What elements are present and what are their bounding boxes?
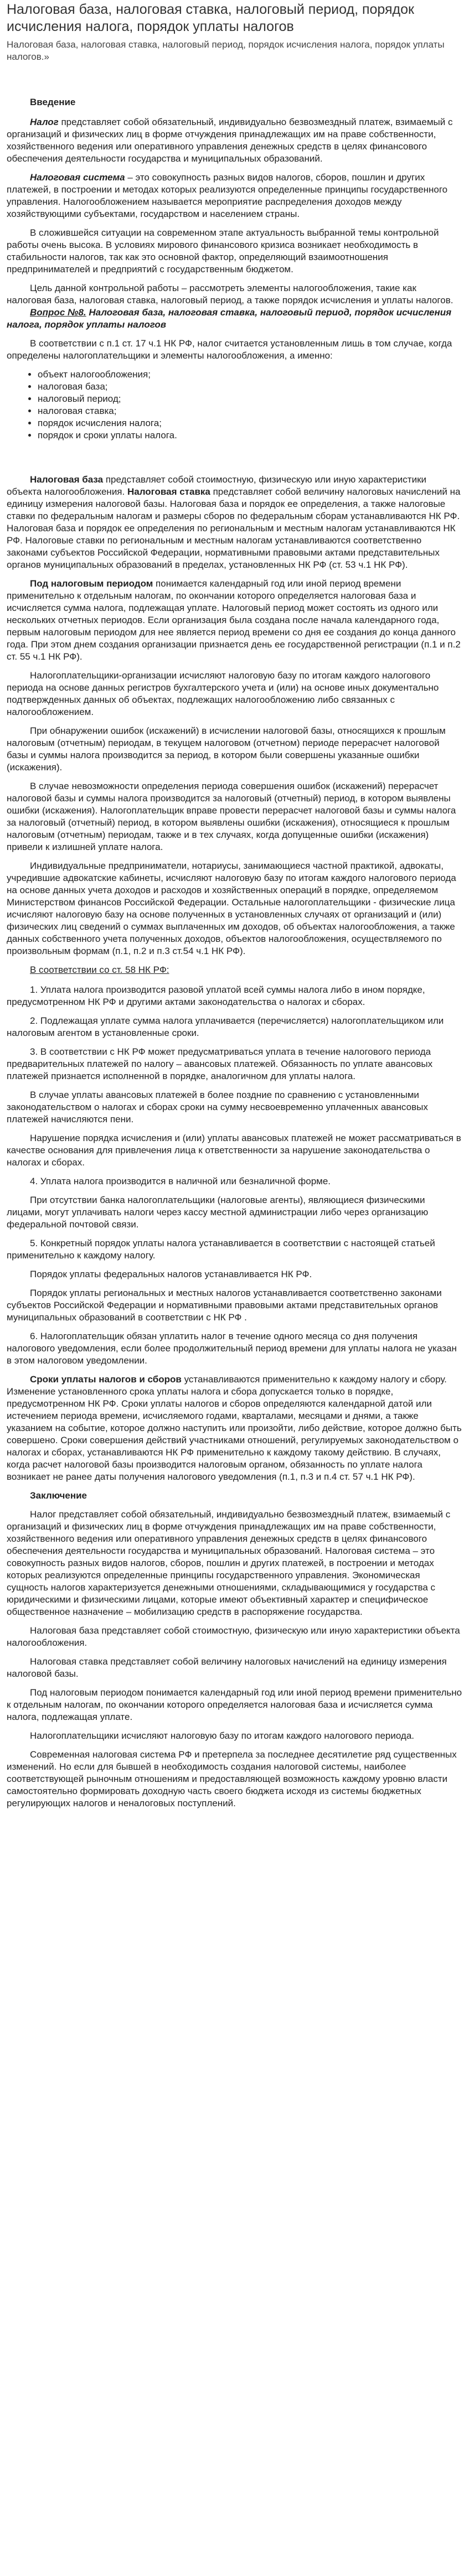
article-58-item: При отсутствии банка налогоплательщики (налоговые агенты), являющиеся физическими лицами, могут уплачивать налоги через кассу местной администрации либо через организацию федеральной почтовой связи. [7,1195,429,1230]
payment-terms-paragraph [7,1373,462,1483]
tax-base-text: представляет собой стоимостную, физическую или иную характеристики объекта налогообложения. [7,474,427,497]
conclusion-paragraph: Налог представляет собой обязательный, индивидуально безвозмездный платеж, взимаемый с организаций и физических лиц в форме отчуждения принадлежащих им на праве собственности, хозяйственного ведения или оперативного управления денежных средств в целях финансового обеспечения деятельности государства и муниципальных образований. Налоговая система – это совокупность разных видов налогов, сборов, пошлин и других платежей, в построении и методах которых реализуются определенные принципы государственного управления. Экономическая сущность налогов характеризуется денежными отношениями, складывающимися у государства с юридическими и физическими лицами, которые имеют объективный характер и специфическое общественное назначение – мобилизацию средств в распоряжение государства. [7,1509,451,1617]
article-58-item: 3. В соответствии с НК РФ может предусматриваться уплата в течение налогового периода предварительных платежей по налогу – авансовых платежей. Обязанность по уплате авансовых платежей признается исполненной в порядке, аналогичном для уплаты налога. [7,1046,433,1081]
intro-paragraph-tax-text: представляет собой обязательный, индивидуально безвозмездный платеж, взимаемый с организаций и физических лиц в форме отчуждения принадлежащих им на праве собственности, хозяйственного ведения или оперативного управления денежных средств в целях финансового обеспечения деятельности государства и муниципальных образований. [7,117,453,164]
paragraph-entrepreneurs: Индивидуальные предприниматели, нотариусы, занимающиеся частной практикой, адвокаты, учредившие адвокатские кабинеты, исчисляют налоговую базу по итогам каждого налогового периода на основе данных учета доходов и расходов и хозяйственных операций в порядке, определяемом Министерством финансов Российской Федерации. Остальные налогоплательщики - физические лица исчисляют налоговую базу на основе полученных в установленных случаях от организаций и (или) физических лиц сведений о суммах выплаченных им доходов, об объектах налогообложения, а также данных собственного учета полученных доходов, объектов налогообложения, осуществляемого по произвольным формам (п.1, п.2 и п.3 ст.54 ч.1 НК РФ). [7,861,456,956]
conclusion-paragraph: Современная налоговая система РФ и претерпела за последнее десятилетие ряд существенных изменений. Но если для бывшей в необходимость создания налоговой системы, наиболее соответствующей рыночным отношениям и предоставляющей возможность каждому уровню власти самостоятельно формировать доходную часть своего бюджета исходя из системы бюджетных регулирующих налогов и неналоговых поступлений. [7,1749,457,1808]
article-58-item: Нарушение порядка исчисления и (или) уплаты авансовых платежей не может рассматриваться в качестве основания для привлечения лица к ответственности за нарушение законодательства о налогах и сборах. [7,1133,461,1168]
term-tax-system: Налоговая система [30,172,125,183]
article-58-item: 2. Подлежащая уплате сумма налога уплачивается (перечисляется) налогоплательщиком или налоговым агентом в установленные сроки. [7,1015,444,1038]
intro-paragraph-system-text: – это совокупность разных видов налогов, сборов, пошлин и других платежей, в построении и методах которых реализуются определенные принципы государственного управления. Налогообложением называется мероприятие распределения доходов между хозяйствующими субъектами, государством и населением страны. [7,172,448,219]
list-item: • порядок исчисления налога; [38,417,462,429]
article-58-item: 6. Налогоплательщик обязан уплатить налог в течение одного месяца со дня получения налогового уведомления, если более продолжительный период времени для уплаты налога не указан в этом налоговом уведомлении. [7,1331,457,1366]
list-item: • порядок и сроки уплаты налога. [38,429,462,442]
article-58-item: 4. Уплата налога производится в наличной или безналичной форме. [30,1176,331,1186]
paragraph-organizations: Налогоплательщики-организации исчисляют налоговую базу по итогам каждого налогового периода на основе данных регистров бухгалтерского учета и (или) на основе иных документально подтвержденных данных об объектах, подлежащих налогообложению либо связанных с налогообложением. [7,670,439,717]
list-item: • объект налогообложения; [38,369,462,381]
intro-heading: Введение [30,97,76,107]
question-text: Налоговая база, налоговая ставка, налоговый период, порядок исчисления налога, порядок уплаты налогов [7,307,452,330]
article-58-item: Порядок уплаты федеральных налогов устанавливается НК РФ. [30,1269,312,1279]
elements-intro: В соответствии с п.1 ст. 17 ч.1 НК РФ, налог считается установленным лишь в том случае, когда определены налогоплательщики и элементы налогообложения, а именно: [7,338,452,361]
intro-paragraph-relevance: В сложившейся ситуации на современном этапе актуальность выбранной темы контрольной работы очень высока. В условиях мирового финансового кризиса возникает необходимость в стабильности налогов, так как это основной фактор, определяющий взаимоотношения предпринимателей и предприятий с государственным бюджетом. [7,227,439,274]
tax-rate-text: представляет собой величину налоговых начислений на единицу измерения налоговой базы. Налоговая база и порядок ее определения, а также налоговые ставки по федеральным налогам и размеры сборов по федеральным сборам устанавливаются НК РФ. Налоговая база и порядок ее определения по региональным и местным налогам устанавливаются НК РФ. Налоговые ставки по региональным и местным налогам устанавливаются соответственно законами субъектов Российской Федерации, нормативными правовыми актами представительных органов муниципальных образований в пределах, установленных НК РФ (ст. 53 ч.1 НК РФ). [7,486,461,570]
paragraph-recalculation: В случае невозможности определения периода совершения ошибок (искажений) перерасчет налоговой базы и суммы налога производится за налоговый (отчетный) период, в котором выявлены ошибки (искажения). Налогоплательщик вправе провести перерасчет налоговой базы и суммы налога за налоговый (отчетный) период, в котором выявлены ошибки (искажения), относящиеся к прошлым налоговым (отчетным) периодам, также и в тех случаях, когда допущенные ошибки (искажения) привели к излишней уплате налога. [7,781,456,852]
conclusion-paragraph: Под налоговым периодом понимается календарный год или иной период времени применительно к отдельным налогам, по окончании которого определяется налоговая база и исчисляется сумма налога, подлежащая уплате. [7,1687,462,1722]
article-58-item: В случае уплаты авансовых платежей в более поздние по сравнению с установленными законодательством о налогах и сборах сроки на сумму несвоевременно уплаченных авансовых платежей начисляются пени. [7,1090,428,1124]
paragraph-errors: При обнаружении ошибок (искажений) в исчислении налоговой базы, относящихся к прошлым налоговым (отчетным) периодам, в текущем налоговом (отчетном) периоде перерасчет налоговой базы и суммы налога производится за период, в котором были совершены указанные ошибки (искажения). [7,725,446,773]
intro-paragraph-system [7,172,462,220]
list-item: • налоговая база; [38,381,462,393]
article-58-item: 5. Конкретный порядок уплаты налога устанавливается в соответствии с настоящей статьей применительно к каждому налогу. [7,1238,435,1261]
document-body [7,96,462,1810]
article-58-lead-text: В соответствии со ст. 58 НК РФ: [30,965,169,975]
term-tax-base: Налоговая база [30,474,104,485]
question-heading [7,307,462,331]
tax-period-paragraph [7,578,462,663]
term-payment-terms: Сроки уплаты налогов и сборов [30,1374,182,1385]
tax-period-text: понимается календарный год или иной период времени применительно к отдельным налогам, по окончании которого определяется налоговая база и исчисляется сумма налога, подлежащая уплате. Налоговый период может состоять из одного или нескольких отчетных периодов. Если организация была создана после начала календарного года, первым налоговым периодом для нее является период времени со дня ее создания до конца данного года. При этом днем создания организации признается день ее государственной регистрации (п.1 и п.2 ст. 55 ч.1 НК РФ). [7,578,461,662]
term-tax-period: Под налоговым периодом [30,578,153,589]
tax-base-paragraph [7,474,462,571]
page-title: Налоговая база, налоговая ставка, налоговый период, порядок исчисления налога, порядок уплаты налогов [7,2,414,34]
conclusion-heading: Заключение [30,1490,87,1501]
conclusion-paragraph: Налоговая ставка представляет собой величину налоговых начислений на единицу измерения налоговой базы. [7,1656,447,1679]
article-58-lead [7,964,462,976]
list-item: • налоговая ставка; [38,405,462,417]
page-subtitle: Налоговая база, налоговая ставка, налоговый период, порядок исчисления налога, порядок уплаты налогов.» [7,39,445,62]
term-tax: Налог [30,117,59,127]
elements-list [7,369,462,442]
term-tax-rate: Налоговая ставка [127,486,210,497]
list-item: • налоговый период; [38,393,462,405]
conclusion-paragraph: Налоговая база представляет собой стоимостную, физическую или иную характеристики объекта налогообложения. [7,1625,460,1648]
article-58-item: 1. Уплата налога производится разовой уплатой всей суммы налога либо в ином порядке, предусмотренном НК РФ и другими актами законодательства о налогах и сборах. [7,984,425,1007]
question-label: Вопрос №8. [30,307,86,318]
article-58-item: Порядок уплаты региональных и местных налогов устанавливается соответственно законами субъектов Российской Федерации и нормативными правовыми актами представительных органов муниципальных образований в соответствии с НК РФ . [7,1288,442,1323]
intro-paragraph-tax [7,116,462,165]
intro-paragraph-goal: Цель данной контрольной работы – рассмотреть элементы налогообложения, такие как налоговая база, налоговая ставка, налоговый период, а также порядок исчисления и уплаты налогов. [7,283,453,305]
conclusion-paragraph: Налогоплательщики исчисляют налоговую базу по итогам каждого налогового периода. [30,1730,415,1741]
payment-terms-text: устанавливаются применительно к каждому налогу и сбору. Изменение установленного срока уплаты налога и сбора допускается только в порядке, предусмотренном НК РФ. Сроки уплаты налогов и сборов определяются календарной датой или истечением периода времени, исчисляемого годами, кварталами, месяцами и днями, а также указанием на событие, которое должно наступить или произойти, либо действие, которое должно быть совершено. Сроки совершения действий участниками отношений, регулируемых законодательством о налогах и сборах, устанавливаются НК РФ применительно к каждому такому действию. В случаях, когда расчет налоговой базы производится налоговым органом, обязанность по уплате налога возникает не ранее даты получения налогового уведомления (п.1, п.3 и п.4 ст. 57 ч.1 НК РФ). [7,1374,462,1482]
